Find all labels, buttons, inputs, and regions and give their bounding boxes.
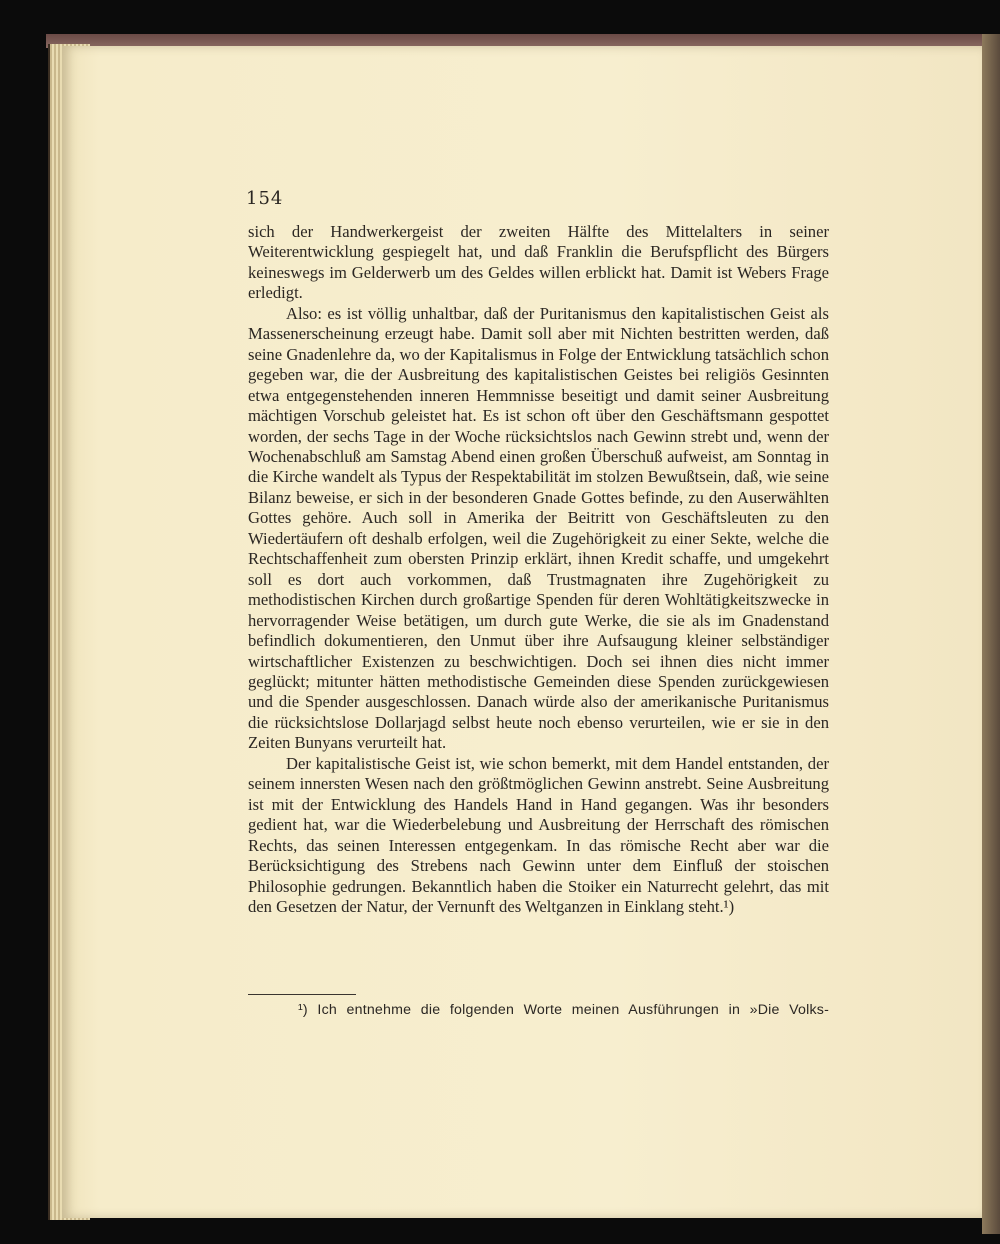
book-cover-right-edge [982, 34, 1000, 1234]
page-number: 154 [246, 188, 284, 209]
paragraph-2: Also: es ist völlig unhaltbar, daß der Puritanismus den kapitalistischen Geist als Massenerscheinung erzeugt habe. Damit soll aber mit Nichten bestritten werden, daß seine Gnadenlehre da, wo der Kapitalismus in Folge der Entwicklung tatsächlich schon gegeben war, die der Ausbreitung des kapitalistischen Geistes bei religiös Gesinnten etwa entgegenstehenden inneren Hemmnisse beseitigt und damit seiner Ausbreitung mächtigen Vorschub geleistet hat. Es ist schon oft über den Geschäftsmann gespottet worden, der sechs Tage in der Woche rücksichtslos nach Gewinn strebt und, wenn der Wochenabschluß am Samstag Abend einen großen Überschuß aufweist, am Sonntag in die Kirche wandelt als Typus der Respektabilität im stolzen Bewußtsein, daß, wie seine Bilanz beweise, er sich in der besonderen Gnade Gottes befinde, zu den Auserwählten Gottes gehöre. Auch soll in Amerika der Beitritt von Geschäftsleuten zu den Wiedertäufern oft deshalb erfolgen, weil die Zugehörigkeit zu einer Sekte, welche die Rechtschaffenheit zum obersten Prinzip erklärt, ihnen Kredit schaffe, und umgekehrt soll es dort auch vorkommen, daß Trustmagnaten ihre Zugehörigkeit zu methodistischen Kirchen durch großartige Spenden für deren Wohltätigkeitszwecke in hervorragender Weise betätigen, um durch gute Werke, die sie als im Gnadenstand befindlich dokumentieren, den Unmut über ihre Aufsaugung kleiner selbständiger wirtschaftlicher Existenzen zu beschwichtigen. Doch sei ihnen dies nicht immer geglückt; mitunter hätten methodistische Gemeinden diese Spenden zurückgewiesen und die Spender ausgeschlossen. Danach würde also der amerikanische Puritanismus die rücksichtslose Dollarjagd selbst heute noch ebenso verurteilen, wie er sie in den Zeiten Bunyans verurteilt hat. [248, 303, 829, 753]
paragraph-1: sich der Handwerkergeist der zweiten Hälfte des Mittelalters in seiner Weiterentwicklung gespiegelt hat, und daß Franklin die Berufspflicht des Bürgers keineswegs im Gelderwerb um des Geldes willen erblickt hat. Damit ist Webers Frage erledigt. [248, 222, 829, 303]
paragraph-3: Der kapitalistische Geist ist, wie schon bemerkt, mit dem Handel entstanden, der seinem innersten Wesen nach den größtmöglichen Gewinn anstrebt. Seine Ausbreitung ist mit der Entwicklung des Handels Hand in Hand gegangen. Was ihr besonders gedient hat, war die Wiederbelebung und Ausbreitung der Herrschaft des römischen Rechts, das seinen Interessen entgegenkam. In das römische Recht aber war die Berücksichtigung des Strebens nach Gewinn unter dem Einfluß der stoischen Philosophie gedrungen. Bekanntlich haben die Stoiker ein Naturrecht gelehrt, das mit den Gesetzen der Natur, der Vernunft des Weltganzen in Einklang steht.¹) [248, 753, 829, 916]
footnote-rule [248, 994, 356, 995]
body-text [248, 222, 829, 917]
footnote: ¹) Ich entnehme die folgenden Worte meinen Ausführungen in »Die Volks- [298, 1002, 829, 1018]
